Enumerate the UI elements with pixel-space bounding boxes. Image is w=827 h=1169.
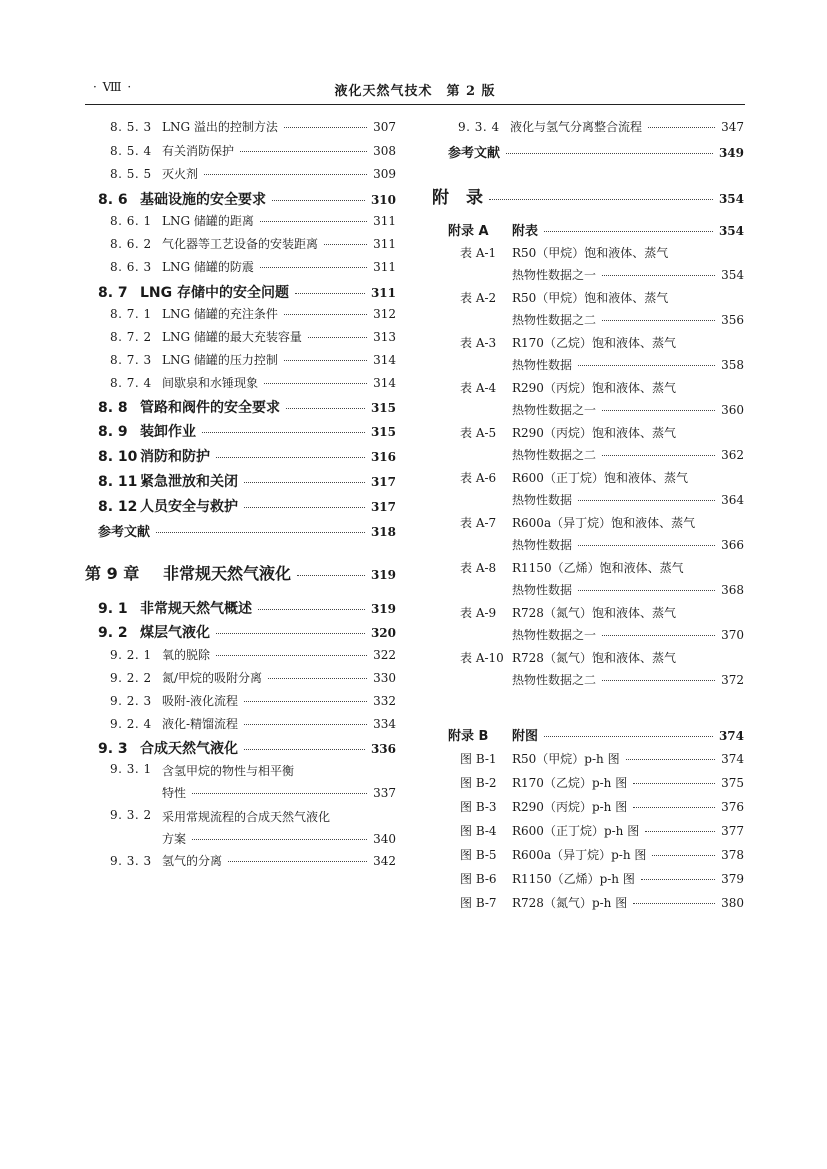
entry-number: 8. 7	[98, 285, 128, 301]
entry-title: R290（丙烷）饱和液体、蒸气	[512, 381, 676, 395]
entry-title: R290（丙烷）p-h 图	[512, 800, 628, 814]
entry-title: R728（氮气）饱和液体、蒸气	[512, 606, 676, 620]
entry-title: 消防和防护	[140, 449, 210, 465]
page-number-ref: 332	[373, 694, 396, 708]
entry-number: 附录 B	[448, 729, 489, 744]
page-number-ref: 358	[721, 358, 744, 372]
entry-title: 参考文献	[98, 525, 151, 540]
dot-leader	[633, 807, 715, 808]
appendix-figure-entry[interactable]	[460, 894, 744, 911]
appendix-table-entry[interactable]	[460, 604, 744, 644]
page-number-ref: 307	[373, 120, 396, 134]
page-number: · Ⅷ ·	[93, 80, 133, 94]
page-number-ref: 317	[370, 500, 396, 514]
entry-title: R170（乙烷）p-h 图	[512, 776, 628, 790]
entry-number: 表 A-5	[460, 426, 497, 440]
entry-number: 8. 6. 1	[110, 214, 152, 228]
entry-number: 8. 5. 5	[110, 167, 152, 181]
appendix-table-entry[interactable]	[460, 379, 744, 419]
entry-number: 9. 3. 2	[110, 808, 152, 822]
entry-title: R728（氮气）饱和液体、蒸气	[512, 651, 676, 665]
running-title: 液化天然气技术 第 2 版	[334, 84, 496, 99]
entry-title: R1150（乙烯）p-h 图	[512, 872, 635, 886]
entry-number: 表 A-10	[460, 651, 504, 665]
page-number-ref: 376	[721, 800, 744, 814]
appendix-table-entry[interactable]	[460, 424, 744, 464]
entry-title: 有关消防保护	[162, 144, 235, 158]
entry-title: 基础设施的安全要求	[140, 192, 266, 208]
dot-leader	[652, 855, 715, 856]
entry-number: 8. 7. 2	[110, 330, 152, 344]
entry-title-continued: 方案	[162, 832, 187, 846]
page-number-ref: 311	[373, 260, 396, 274]
dot-leader	[641, 879, 715, 880]
page-number-ref: 320	[370, 626, 396, 640]
entry-number: 附录 A	[448, 224, 489, 239]
toc-appendix-heading[interactable]	[432, 183, 744, 208]
entry-title: 灭火剂	[162, 167, 199, 181]
appendix-figure-entry[interactable]	[460, 774, 744, 791]
entry-title: LNG 储罐的防震	[162, 260, 254, 274]
entry-title-continued: 热物性数据之一	[512, 403, 597, 417]
entry-title-continued: 热物性数据之二	[512, 673, 597, 687]
dot-leader	[578, 545, 715, 546]
entry-number: 8. 7. 1	[110, 307, 152, 321]
entry-number: 8. 8	[98, 400, 128, 416]
page-number-ref: 319	[370, 602, 396, 616]
appendix-figure-entry[interactable]	[460, 798, 744, 815]
dot-leader	[633, 903, 715, 904]
entry-number: 8. 5. 3	[110, 120, 152, 134]
dot-leader	[544, 231, 713, 232]
entry-number: 第 9 章	[85, 564, 140, 583]
page-number-ref: 315	[370, 425, 396, 439]
page-number-ref: 322	[373, 648, 396, 662]
page-number-ref: 316	[370, 450, 396, 464]
page-number-ref: 349	[718, 146, 744, 160]
entry-title: 液化与氢气分离整合流程	[510, 120, 643, 134]
dot-leader	[648, 127, 715, 128]
entry-number: 表 A-7	[460, 516, 497, 530]
entry-title: 氢气的分离	[162, 854, 223, 868]
entry-number: 9. 2. 2	[110, 671, 152, 685]
entry-number: 8. 10	[98, 449, 138, 465]
page-number-ref: 336	[370, 742, 396, 756]
page-number-ref: 374	[718, 729, 744, 743]
entry-title: LNG 储罐的最大充装容量	[162, 330, 302, 344]
entry-number: 9. 3. 4	[458, 120, 500, 134]
appendix-figure-entry[interactable]	[460, 750, 744, 767]
entry-title-continued: 热物性数据	[512, 358, 573, 372]
page-number-ref: 378	[721, 848, 744, 862]
entry-title: 参考文献	[448, 146, 501, 161]
entry-number: 图 B-3	[460, 800, 497, 814]
entry-number: 表 A-1	[460, 246, 497, 260]
page-number-ref: 309	[373, 167, 396, 181]
entry-number: 9. 3	[98, 741, 128, 757]
entry-number: 9. 2. 4	[110, 717, 152, 731]
toc-appendix-entry[interactable]	[448, 220, 744, 239]
entry-title: R600（正丁烷）p-h 图	[512, 824, 640, 838]
entry-number: 8. 7. 4	[110, 376, 152, 390]
entry-number: 9. 2. 3	[110, 694, 152, 708]
entry-title: R728（氮气）p-h 图	[512, 896, 628, 910]
entry-number: 表 A-9	[460, 606, 497, 620]
entry-number: 8. 9	[98, 424, 128, 440]
dot-leader	[602, 455, 715, 456]
dot-leader	[602, 320, 715, 321]
entry-number: 9. 2	[98, 625, 128, 641]
entry-title: 液化-精馏流程	[162, 717, 239, 731]
page-number-ref: 337	[373, 786, 396, 800]
entry-title: 非常规天然气概述	[140, 601, 252, 617]
entry-number: 图 B-5	[460, 848, 497, 862]
page-number-ref: 311	[370, 286, 396, 300]
entry-title: R1150（乙烯）饱和液体、蒸气	[512, 561, 684, 575]
page-number-ref: 377	[721, 824, 744, 838]
page-number-ref: 360	[721, 403, 744, 417]
entry-title: 煤层气液化	[140, 625, 210, 641]
entry-title: R170（乙烷）饱和液体、蒸气	[512, 336, 676, 350]
page-number-ref: 315	[370, 401, 396, 415]
entry-title: 人员安全与救护	[140, 499, 238, 515]
entry-title-continued: 特性	[162, 786, 187, 800]
entry-number: 图 B-7	[460, 896, 497, 910]
appendix-figure-entry[interactable]	[460, 846, 744, 863]
dot-leader	[626, 759, 716, 760]
entry-number: 8. 7. 3	[110, 353, 152, 367]
appendix-table-entry[interactable]	[460, 514, 744, 554]
entry-title: 氮/甲烷的吸附分离	[162, 671, 263, 685]
page-number-ref: 347	[721, 120, 744, 134]
entry-number: 8. 6. 2	[110, 237, 152, 251]
page-number-ref: 311	[373, 237, 396, 251]
page-number-ref: 340	[373, 832, 396, 846]
page-number-ref: 368	[721, 583, 744, 597]
page-number-ref: 342	[373, 854, 396, 868]
entry-title: 吸附-液化流程	[162, 694, 239, 708]
page-number-ref: 330	[373, 671, 396, 685]
entry-title: R600a（异丁烷）p-h 图	[512, 848, 647, 862]
page-number-ref: 374	[721, 752, 744, 766]
dot-leader	[578, 590, 715, 591]
entry-number: 表 A-6	[460, 471, 497, 485]
page-number-ref: 375	[721, 776, 744, 790]
dot-leader	[578, 365, 715, 366]
page-number-ref: 334	[373, 717, 396, 731]
entry-title-continued: 热物性数据	[512, 538, 573, 552]
entry-number: 图 B-4	[460, 824, 497, 838]
entry-title-continued: 热物性数据之二	[512, 448, 597, 462]
page-number-ref: 312	[373, 307, 396, 321]
entry-title: R50（甲烷）饱和液体、蒸气	[512, 246, 669, 260]
entry-title: LNG 储罐的距离	[162, 214, 254, 228]
entry-title: 附 录	[432, 188, 483, 208]
dot-leader	[645, 831, 715, 832]
dot-leader	[633, 783, 715, 784]
dot-leader	[489, 199, 713, 200]
entry-title: LNG 存储中的安全问题	[140, 285, 290, 301]
entry-title: LNG 溢出的控制方法	[162, 120, 278, 134]
entry-number: 表 A-4	[460, 381, 497, 395]
appendix-table-entry[interactable]	[460, 334, 744, 374]
page-number-ref: 366	[721, 538, 744, 552]
entry-title: 附表	[512, 224, 539, 239]
page-number-ref: 319	[370, 568, 396, 582]
entry-title: 非常规天然气液化	[163, 564, 292, 583]
entry-number: 9. 2. 1	[110, 648, 152, 662]
page-number-ref: 317	[370, 475, 396, 489]
entry-number: 表 A-8	[460, 561, 497, 575]
entry-title: 含氢甲烷的物性与相平衡	[162, 764, 295, 778]
page-number-ref: 310	[370, 193, 396, 207]
page-number-ref: 372	[721, 673, 744, 687]
entry-title: 间歇泉和水锤现象	[162, 376, 259, 390]
toc-appendix-entry[interactable]	[448, 725, 744, 744]
page-number-ref: 354	[718, 224, 744, 238]
entry-number: 9. 3. 1	[110, 762, 152, 776]
page-number-ref: 356	[721, 313, 744, 327]
entry-title-continued: 热物性数据	[512, 493, 573, 507]
page-number-ref: 314	[373, 353, 396, 367]
entry-title: 氧的脱除	[162, 648, 211, 662]
entry-number: 图 B-2	[460, 776, 497, 790]
entry-title-continued: 热物性数据之一	[512, 268, 597, 282]
entry-title: 装卸作业	[140, 424, 196, 440]
entry-title: 紧急泄放和关闭	[140, 474, 238, 490]
entry-number: 表 A-3	[460, 336, 497, 350]
dot-leader	[602, 410, 715, 411]
entry-title-continued: 热物性数据之二	[512, 313, 597, 327]
appendix-table-entry[interactable]	[460, 649, 744, 689]
page-number-ref: 354	[718, 192, 744, 206]
entry-title: LNG 储罐的充注条件	[162, 307, 278, 321]
entry-title: R50（甲烷）饱和液体、蒸气	[512, 291, 669, 305]
entry-number: 8. 6. 3	[110, 260, 152, 274]
entry-number: 8. 11	[98, 474, 138, 490]
page-number-ref: 311	[373, 214, 396, 228]
toc-subsection-entry[interactable]	[458, 118, 744, 135]
entry-title: R600a（异丁烷）饱和液体、蒸气	[512, 516, 696, 530]
entry-number: 图 B-1	[460, 752, 497, 766]
dot-leader	[602, 680, 715, 681]
page-number-ref: 379	[721, 872, 744, 886]
appendix-table-entry[interactable]	[460, 559, 744, 599]
entry-number: 8. 12	[98, 499, 138, 515]
appendix-table-entry[interactable]	[460, 289, 744, 329]
page-number-ref: 314	[373, 376, 396, 390]
appendix-figure-entry[interactable]	[460, 822, 744, 839]
entry-title: LNG 储罐的压力控制	[162, 353, 278, 367]
dot-leader	[602, 635, 715, 636]
entry-title: R290（丙烷）饱和液体、蒸气	[512, 426, 676, 440]
toc-references-entry[interactable]	[448, 142, 744, 161]
entry-number: 图 B-6	[460, 872, 497, 886]
page-number-ref: 354	[721, 268, 744, 282]
entry-title: 合成天然气液化	[140, 741, 238, 757]
page-number-ref: 362	[721, 448, 744, 462]
entry-number: 9. 1	[98, 601, 128, 617]
entry-number: 表 A-2	[460, 291, 497, 305]
page-number-ref: 380	[721, 896, 744, 910]
entry-title: 气化器等工艺设备的安装距离	[162, 237, 319, 251]
dot-leader	[506, 153, 713, 154]
entry-number: 8. 6	[98, 192, 128, 208]
page-number-ref: 308	[373, 144, 396, 158]
entry-title: R600（正丁烷）饱和液体、蒸气	[512, 471, 688, 485]
entry-title: 附图	[512, 729, 539, 744]
entry-title-continued: 热物性数据之一	[512, 628, 597, 642]
appendix-table-entry[interactable]	[460, 469, 744, 509]
entry-title: R50（甲烷）p-h 图	[512, 752, 620, 766]
dot-leader	[602, 275, 715, 276]
page-number-ref: 370	[721, 628, 744, 642]
appendix-table-entry[interactable]	[460, 244, 744, 284]
appendix-figure-entry[interactable]	[460, 870, 744, 887]
page-number-ref: 313	[373, 330, 396, 344]
dot-leader	[578, 500, 715, 501]
page-number-ref: 364	[721, 493, 744, 507]
entry-number: 8. 5. 4	[110, 144, 152, 158]
entry-title: 管路和阀件的安全要求	[140, 400, 280, 416]
entry-title-continued: 热物性数据	[512, 583, 573, 597]
page-number-ref: 318	[370, 525, 396, 539]
entry-title: 采用常规流程的合成天然气液化	[162, 810, 331, 824]
entry-number: 9. 3. 3	[110, 854, 152, 868]
dot-leader	[544, 736, 713, 737]
